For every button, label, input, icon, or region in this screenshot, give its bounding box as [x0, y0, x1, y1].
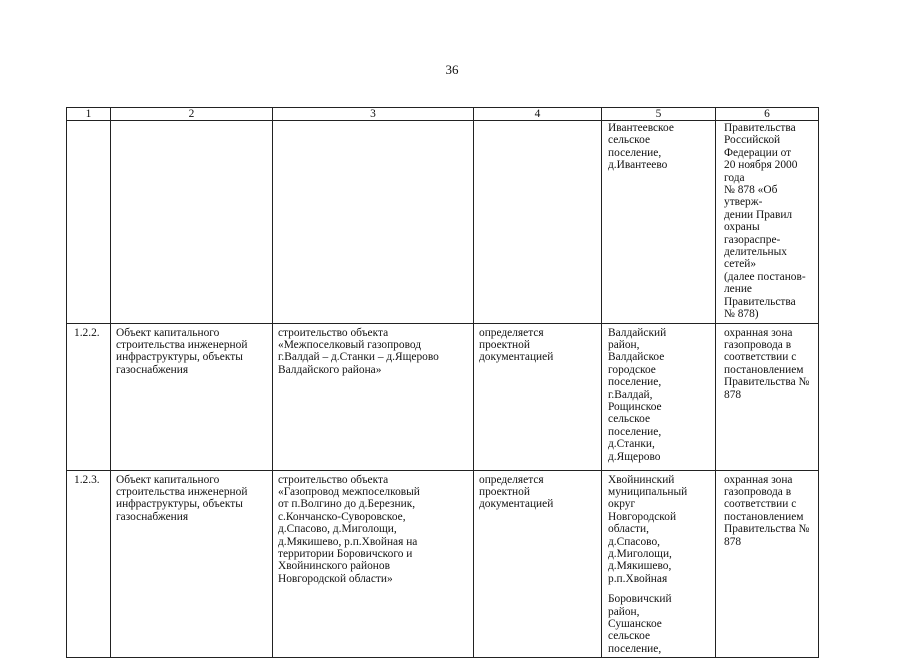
- data-table: [66, 107, 819, 658]
- table-cell-zones: [716, 470, 819, 658]
- column-header: 2: [111, 108, 273, 121]
- table-cell-purpose: строительство объекта «Межпоселковый газопровод г.Валдай – д.Станки – д.Ящерово Валдайского района»: [273, 323, 474, 470]
- table-cell-object: Объект капитального строительства инженерной инфраструктуры, объекты газоснабжения: [111, 470, 273, 658]
- table-row: [67, 470, 819, 658]
- table-cell-purpose: [273, 121, 474, 324]
- location-extra-text: Боровичский район, Сушанское сельское поселение,: [608, 593, 672, 655]
- table-row: [67, 121, 819, 324]
- table-cell-characteristics: определяется проектной документацией: [474, 323, 602, 470]
- table-cell-object: [111, 121, 273, 324]
- column-header: 4: [474, 108, 602, 121]
- table-cell-zones: [716, 323, 819, 470]
- location-text: Ивантеевское сельское поселение, д.Ивантеево: [608, 122, 674, 172]
- table-cell-characteristics: определяется проектной документацией: [474, 470, 602, 658]
- zones-text: Правительства Российской Федерации от 20 ноября 2000 года № 878 «Об утверж- дении Правил охраны газораспре- делительных сетей» (далее постанов- ление Правительства № 878): [724, 122, 806, 321]
- table-cell-characteristics: [474, 121, 602, 324]
- table-cell-location: [602, 121, 716, 324]
- table-header-row: [67, 108, 819, 121]
- column-header: 3: [273, 108, 474, 121]
- table-row: [67, 323, 819, 470]
- zones-text: охранная зона газопровода в соответствии с постановлением Правительства № 878: [724, 473, 810, 548]
- table-cell-location: [602, 470, 716, 658]
- table-cell-zones: [716, 121, 819, 324]
- column-header: 6: [716, 108, 819, 121]
- zones-text: охранная зона газопровода в соответствии с постановлением Правительства № 878: [724, 326, 810, 401]
- table-cell-purpose: строительство объекта «Газопровод межпоселковый от п.Волгино до д.Березник, с.Кончанско-Суворовское, д.Спасово, д.Миголощи, д.Мякишево, р.п.Хвойная на территории Боровичского и Хвойнинского районов Новгородской области»: [273, 470, 474, 658]
- table-cell-number: 1.2.2.: [67, 323, 111, 470]
- location-text: Хвойнинский муниципальный округ Новгородской области, д.Спасово, д.Миголощи, д.Мякишево, р.п.Хвойная: [608, 473, 688, 585]
- table-cell-number: [67, 121, 111, 324]
- table-cell-location: [602, 323, 716, 470]
- table-cell-object: Объект капитального строительства инженерной инфраструктуры, объекты газоснабжения: [111, 323, 273, 470]
- page-number: 36: [445, 62, 459, 77]
- column-header: 1: [67, 108, 111, 121]
- column-header: 5: [602, 108, 716, 121]
- location-text: Валдайский район, Валдайское городское поселение, г.Валдай, Рощинское сельское поселение, д.Станки, д.Ящерово: [608, 326, 667, 463]
- table-cell-number: 1.2.3.: [67, 470, 111, 658]
